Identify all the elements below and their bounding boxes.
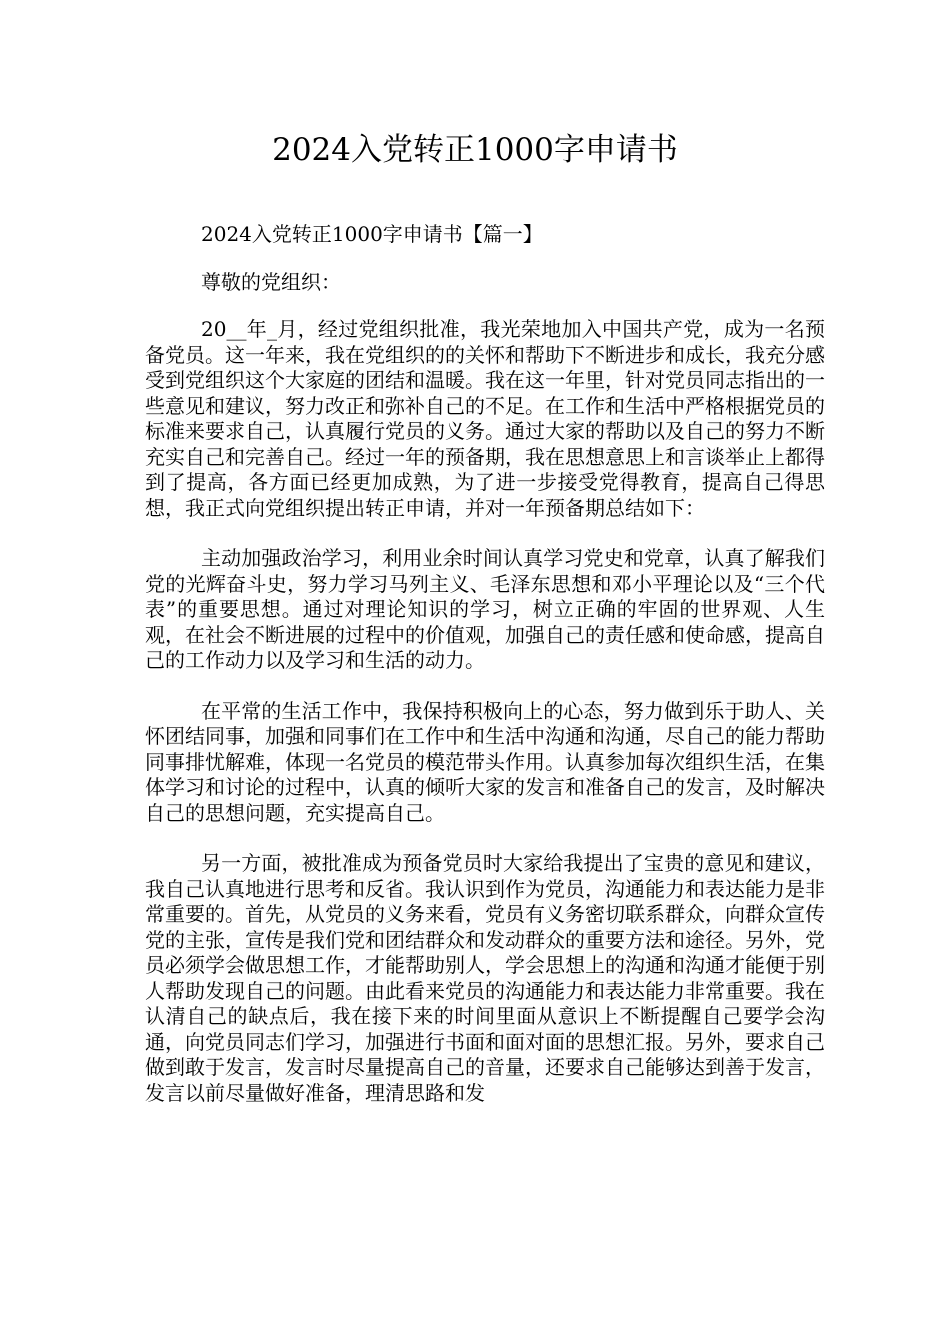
body-paragraph-1: 20__年_月，经过党组织批准，我光荣地加入中国共产党，成为一名预备党员。这一年来，我在党组织的的关怀和帮助下不断进步和成长，我充分感受到党组织这个大家庭的团结和温暖。我在这一年里，针对党员同志指出的一些意见和建议，努力改正和弥补自己的不足。在工作和生活中严格根据党员的标准来要求自己，认真履行党员的义务。通过大家的帮助以及自己的努力不断充实自己和完善自己。经过一年的预备期，我在思想意思上和言谈举止上都得到了提高，各方面已经更加成熟，为了进一步接受党得教育，提高自己得思想，我正式向党组织提出转正申请，并对一年预备期总结如下： (145, 317, 825, 520)
document-body (145, 222, 825, 1131)
salutation: 尊敬的党组织： (201, 269, 341, 294)
body-paragraph-3: 在平常的生活工作中，我保持积极向上的心态，努力做到乐于助人、关怀团结同事，加强和同事们在工作中和生活中沟通和沟通，尽自己的能力帮助同事排忧解难，体现一名党员的模范带头作用。认真参加每次组织生活，在集体学习和讨论的过程中，认真的倾听大家的发言和准备自己的发言，及时解决自己的思想问题，充实提高自己。 (145, 698, 825, 825)
section-heading: 2024入党转正1000字申请书【篇一】 (201, 222, 543, 246)
body-paragraph-4: 另一方面，被批准成为预备党员时大家给我提出了宝贵的意见和建议，我自己认真地进行思考和反省。我认识到作为党员，沟通能力和表达能力是非常重要的。首先，从党员的义务来看，党员有义务密切联系群众，向群众宣传党的主张，宣传是我们党和团结群众和发动群众的重要方法和途径。另外，党员必须学会做思想工作，才能帮助别人，学会思想上的沟通和沟通才能便于别人帮助发现自己的问题。由此看来党员的沟通能力和表达能力非常重要。我在认清自己的缺点后，我在接下来的时间里面从意识上不断提醒自己要学会沟通，向党员同志们学习，加强进行书面和面对面的思想汇报。另外，要求自己做到敢于发言，发言时尽量提高自己的音量，还要求自己能够达到善于发言，发言以前尽量做好准备，理清思路和发 (145, 851, 825, 1105)
body-paragraph-2: 主动加强政治学习，利用业余时间认真学习党史和党章，认真了解我们党的光辉奋斗史，努力学习马列主义、毛泽东思想和邓小平理论以及“三个代表”的重要思想。通过对理论知识的学习，树立正确的牢固的世界观、人生观，在社会不断进展的过程中的价值观，加强自己的责任感和使命感，提高自己的工作动力以及学习和生活的动力。 (145, 546, 825, 672)
document-title: 2024入党转正1000字申请书 (272, 132, 678, 168)
